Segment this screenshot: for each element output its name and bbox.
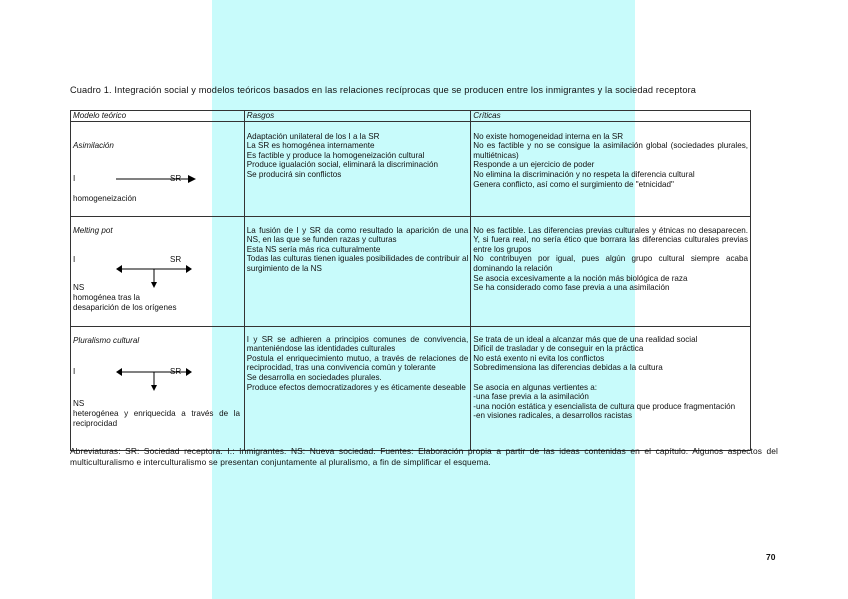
critica-item: No contribuyen por igual, pues algún grupo cultural siempre acaba dominando la relación <box>473 254 748 273</box>
arrow-right-icon <box>116 173 196 185</box>
model-cell <box>71 326 245 450</box>
criticas-cell <box>471 326 751 450</box>
critica-item: -en visiones radicales, a desarrollos racistas <box>473 411 633 421</box>
rasgo-item: Se desarrolla en sociedades plurales. <box>246 372 382 382</box>
diagram-right-label: SR <box>170 254 182 264</box>
rasgos-cell <box>244 216 471 326</box>
table-row-melting-pot <box>71 216 751 326</box>
diagram-left-label: I <box>73 173 76 183</box>
table-row-asimilacion <box>71 121 751 216</box>
rasgo-item: La fusión de I y SR da como resultado la aparición de una NS, en las que se funden razas y culturas <box>246 225 469 245</box>
diagram-right-label: SR <box>170 366 182 376</box>
critica-item: Se ha considerado como fase previa a una asimilación <box>473 283 670 293</box>
rasgo-item: I y SR se adhieren a principios comunes de convivencia, manteniéndose las identidades culturales <box>246 334 469 354</box>
header-rasgos: Rasgos <box>244 111 471 122</box>
rasgo-item: La SR es homogénea internamente <box>246 141 375 151</box>
criticas-cell <box>471 121 751 216</box>
model-cell <box>71 216 245 326</box>
critica-item: Genera conflicto, así como el surgimiento de "etnicidad" <box>473 179 674 189</box>
critica-item: No elimina la discriminación y no respeta la diferencia cultural <box>473 169 695 179</box>
critica-item: Se asocia excesivamente a la noción más biológica de raza <box>473 273 688 283</box>
criticas-cell <box>471 216 751 326</box>
table-header-row <box>71 111 751 122</box>
rasgo-item: Postula el enriquecimiento mutuo, a través de relaciones de reciprocidad, tras una convivencia común y tolerante <box>246 353 469 373</box>
diagram-left-label: I <box>73 254 76 264</box>
rasgo-item: Esta NS sería más rica culturalmente <box>246 244 381 254</box>
rasgo-item: Es factible y produce la homogeneización cultural <box>246 150 425 160</box>
rasgo-item: Produce efectos democratizadores y es éticamente deseable <box>246 382 466 392</box>
critica-item: No existe homogeneidad interna en la SR <box>473 131 624 141</box>
diagram-right-label: SR <box>170 173 182 183</box>
diagram-caption: homogeneización <box>73 193 137 203</box>
critica-item: No está exento ni evita los conflictos <box>473 353 605 363</box>
critica-spacer <box>473 373 748 383</box>
diagram-caption <box>73 283 177 313</box>
rasgo-item: Produce igualación social, eliminará la discriminación <box>246 160 438 170</box>
header-modelo: Modelo teórico <box>71 111 245 122</box>
model-name: Asimilación <box>73 140 114 150</box>
rasgo-item: Se producirá sin conflictos <box>246 169 342 179</box>
diagram-caption-line: NS <box>73 398 85 408</box>
model-name: Melting pot <box>73 225 113 235</box>
diagram-caption-line: NS <box>73 282 85 292</box>
rasgos-cell <box>244 121 471 216</box>
critica-item: Se asocia en algunas vertientes a: <box>473 382 598 392</box>
header-criticas: Críticas <box>471 111 751 122</box>
table-row-pluralismo <box>71 326 751 450</box>
critica-item: -una noción estática y esencialista de cultura que produce fragmentación <box>473 401 736 411</box>
table-caption: Cuadro 1. Integración social y modelos teóricos basados en las relaciones recíprocas que se producen entre los inmigrantes y la sociedad receptora <box>70 85 697 95</box>
critica-item: Difícil de trasladar y de conseguir en la práctica <box>473 344 644 354</box>
models-table <box>70 110 751 451</box>
critica-item: No es factible y no se consigue la asimilación global (sociedades plurales, multiétnicas) <box>473 141 748 160</box>
diagram-caption-line: desaparición de los orígenes <box>73 302 177 312</box>
rasgo-item: Todas las culturas tienen iguales posibilidades de contribuir al surgimiento de la NS <box>246 254 469 273</box>
model-cell <box>71 121 245 216</box>
critica-item: No es factible. Las diferencias previas culturales y étnicas no desaparecen. Y, si fuera real, no sería ético que borrara las diferencias culturales previas entre los grupos <box>473 225 748 254</box>
diagram-left-label: I <box>73 366 76 376</box>
critica-item: Sobredimensiona las diferencias debidas a la cultura <box>473 363 663 373</box>
model-name: Pluralismo cultural <box>73 335 140 345</box>
critica-item: Se trata de un ideal a alcanzar más que de una realidad social <box>473 334 698 344</box>
diagram-caption <box>73 399 240 429</box>
diagram-caption-line: heterogénea y enriquecida a través de la reciprocidad <box>73 408 240 428</box>
critica-item: -una fase previa a la asimilación <box>473 392 589 402</box>
rasgos-cell <box>244 326 471 450</box>
table-footnote: Abreviaturas: SR: Sociedad receptora. I.: Inmigrantes. NS: Nueva sociedad. Fuentes: Elaboración propia a partir de las ideas contenidas en el capítulo. Algunos aspectos del multiculturalismo e interculturalismo se presentan conjuntamente al pluralismo, a fin de simplificar el esquema. <box>70 446 778 467</box>
critica-item: Responde a un ejercicio de poder <box>473 160 595 170</box>
bidirectional-arrows-icon <box>116 366 192 392</box>
page-number: 70 <box>766 552 776 562</box>
rasgo-item: Adaptación unilateral de los I a la SR <box>246 131 380 141</box>
diagram-caption-line: homogénea tras la <box>73 292 141 302</box>
